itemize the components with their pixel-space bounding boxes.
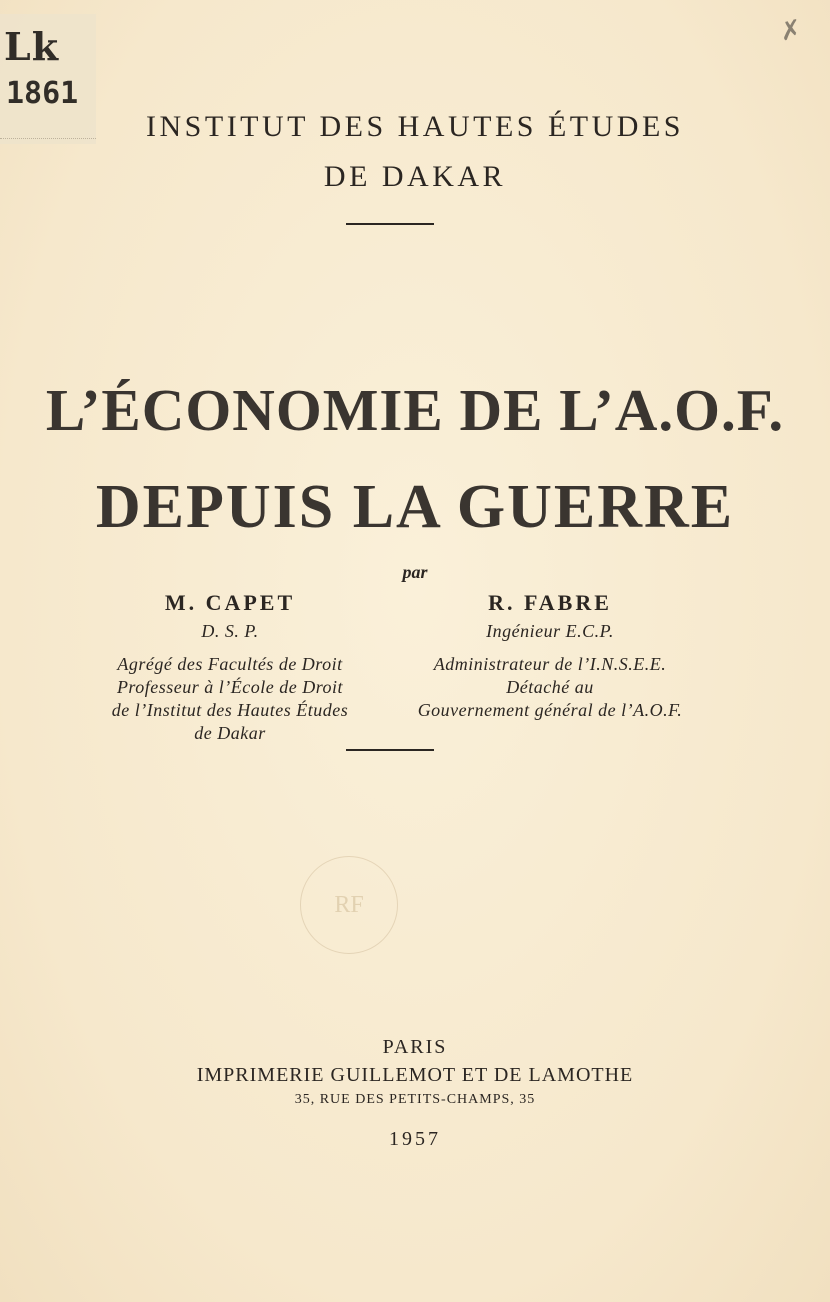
shelfmark-line-1: Lk xyxy=(4,24,60,69)
middle-divider xyxy=(346,749,434,751)
author-left-role: Professeur à l’École de Droit xyxy=(116,677,344,697)
author-right-degree: Ingénieur E.C.P. xyxy=(486,621,614,641)
author-right-name: R. FABRE xyxy=(488,590,612,615)
shelfmark-line-2: 1861 xyxy=(6,76,79,111)
publisher-name: IMPRIMERIE GUILLEMOT ET DE LAMOTHE xyxy=(196,1064,634,1086)
library-stamp xyxy=(300,856,398,954)
author-left-role: Agrégé des Facultés de Droit xyxy=(117,654,343,674)
book-title-line-1: L’ÉCONOMIE DE L’A.O.F. xyxy=(45,377,785,443)
author-right-role: Détaché au xyxy=(506,677,594,697)
publisher-address: 35, RUE DES PETITS-CHAMPS, 35 xyxy=(294,1092,536,1107)
pencil-annotation-icon: ✗ xyxy=(777,14,805,48)
publication-year: 1957 xyxy=(389,1128,441,1150)
author-left-name: M. CAPET xyxy=(164,590,296,615)
author-left xyxy=(80,590,380,745)
author-right-role: Gouvernement général de l’A.O.F. xyxy=(417,700,683,720)
author-left-degree: D. S. P. xyxy=(201,621,259,641)
institution-line-2: DE DAKAR xyxy=(323,160,507,193)
top-divider xyxy=(346,223,434,225)
stamp-text: RF xyxy=(334,891,364,918)
institution-line-1: INSTITUT DES HAUTES ÉTUDES xyxy=(146,110,684,143)
author-left-role: de Dakar xyxy=(194,723,266,743)
author-right xyxy=(395,590,705,722)
author-left-role: de l’Institut des Hautes Études xyxy=(111,700,349,720)
book-title-line-2: DEPUIS LA GUERRE xyxy=(95,473,735,541)
by-label: par xyxy=(402,562,428,582)
publisher-city: PARIS xyxy=(382,1036,448,1058)
author-right-role: Administrateur de l’I.N.S.E.E. xyxy=(433,654,667,674)
